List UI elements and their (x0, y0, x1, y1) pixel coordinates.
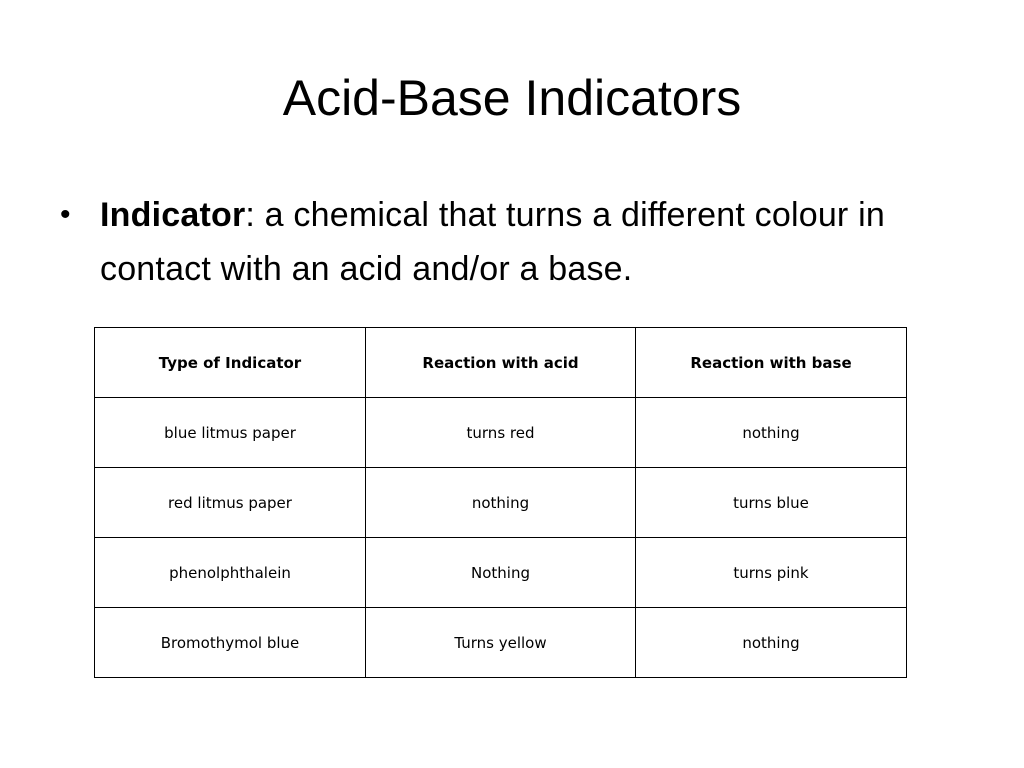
slide-title: Acid-Base Indicators (282, 70, 742, 126)
table-cell: Bromothymol blue (95, 608, 366, 678)
table-header-cell: Type of Indicator (95, 328, 366, 398)
bullet-dot-icon: • (60, 198, 71, 231)
table-cell: nothing (636, 608, 907, 678)
table-cell: Nothing (366, 538, 636, 608)
bullet-term: Indicator (100, 196, 246, 234)
bullet-item (60, 188, 960, 296)
bullet-text (100, 188, 960, 296)
table-cell: nothing (636, 398, 907, 468)
table-cell: turns blue (636, 468, 907, 538)
table-header-cell: Reaction with acid (366, 328, 636, 398)
table-row (95, 538, 907, 608)
table-header-row (95, 328, 907, 398)
bullet-definition: : a chemical that turns a different colour in contact with an acid and/or a base. (100, 196, 885, 288)
table-header-cell: Reaction with base (636, 328, 907, 398)
indicator-table (94, 327, 907, 678)
table-cell: Turns yellow (366, 608, 636, 678)
table-cell: turns red (366, 398, 636, 468)
table-row (95, 398, 907, 468)
table-row (95, 468, 907, 538)
table-cell: phenolphthalein (95, 538, 366, 608)
table-cell: nothing (366, 468, 636, 538)
table-cell: blue litmus paper (95, 398, 366, 468)
table-cell: turns pink (636, 538, 907, 608)
table-cell: red litmus paper (95, 468, 366, 538)
table-row (95, 608, 907, 678)
